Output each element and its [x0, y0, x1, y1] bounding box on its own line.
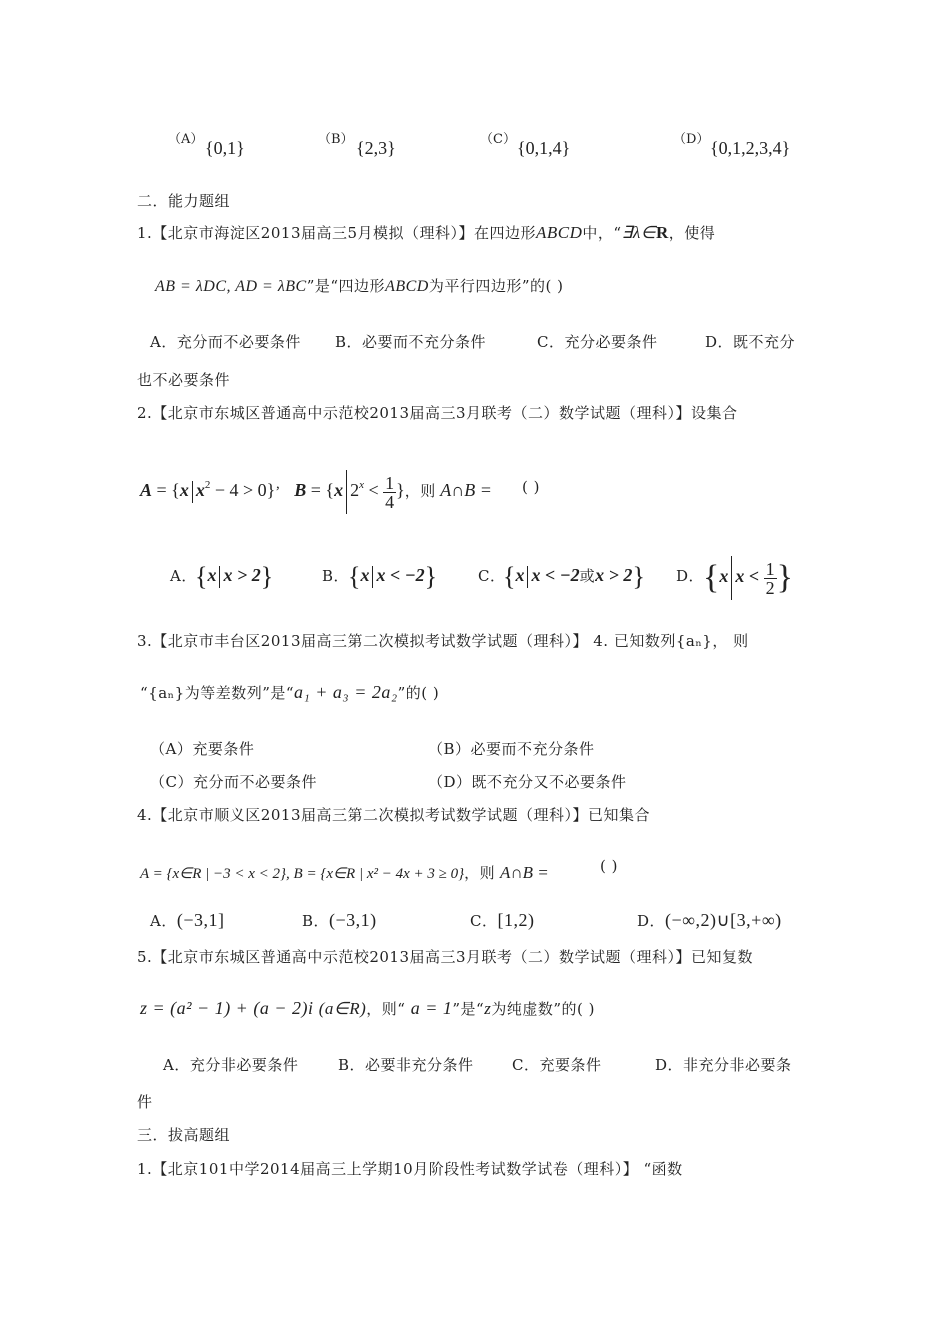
q4-option-d: D．(−∞,2)∪[3,+∞)	[637, 910, 782, 930]
q3-option-c: （C）充分而不必要条件	[150, 773, 317, 791]
q2-option-b: {x x < −2}	[348, 562, 438, 591]
q4-option-b: B．(−3,1)	[302, 910, 377, 930]
q2-option-d-label: D．	[676, 567, 705, 585]
option-a-label: （A）	[168, 132, 204, 147]
question-6-title: 1.【北京101中学2014届高三上学期10月阶段性考试数学试卷（理科）】 “函数	[137, 1160, 683, 1178]
q1-option-b: B．必要而不充分条件	[335, 333, 487, 351]
question-2-sets: A = {x $x^2 - 4 > 0$}’ B = {x $2^x$ < $\frac{1}{4}$ }，则 A∩B =	[140, 470, 492, 514]
q2-option-c: {x x < −2或x > 2}	[503, 562, 645, 591]
q3-option-b: （B）必要而不充分条件	[428, 740, 595, 758]
option-b-set: {2,3}	[356, 138, 396, 158]
q3-option-d: （D）既不充分又不必要条件	[428, 773, 627, 791]
q5-option-d-cont: 件	[137, 1093, 153, 1111]
question-1-title: 1.【北京市海淀区2013届高三5月模拟（理科）】在四边形ABCD中，“∃λ∈R，使得	[137, 223, 716, 242]
q4-option-c: C．[1,2)	[470, 910, 535, 930]
q2-option-b-label: B．	[322, 567, 350, 585]
option-c-set: {0,1,4}	[517, 138, 571, 158]
q2-option-a-label: A．	[170, 567, 197, 585]
q2-option-c-label: C．	[478, 567, 506, 585]
question-5-condition: z = (a² − 1) + (a − 2)i (a∈R)，则“ a = 1”是“z为纯虚数”的( )	[140, 998, 595, 1018]
q2-option-a: {x x > 2}	[195, 562, 274, 591]
option-d-set: {0,1,2,3,4}	[710, 138, 791, 158]
q5-option-b: B．必要非充分条件	[338, 1056, 474, 1074]
q1-option-d-cont: 也不必要条件	[137, 371, 231, 389]
question-1-condition: AB = λDC, AD = λBC”是“四边形ABCD为平行四边形”的( )	[155, 277, 564, 295]
option-a-set: {0,1}	[205, 138, 245, 158]
section-title-3: 三．拔高题组	[137, 1126, 231, 1144]
option-b-label: （B）	[318, 132, 354, 147]
section-title: 二．能力题组	[137, 192, 231, 210]
q4-option-a: A．(−3,1]	[150, 910, 225, 930]
q5-option-a: A．充分非必要条件	[163, 1056, 299, 1074]
option-d-label: （D）	[673, 132, 710, 147]
q5-option-d: D．非充分非必要条	[655, 1056, 792, 1074]
q1-option-a: A．充分而不必要条件	[150, 333, 301, 351]
q2-answer-paren: ( )	[522, 478, 540, 496]
question-2-title: 2.【北京市东城区普通高中示范校2013届高三3月联考（二）数学试题（理科）】设集合	[137, 404, 738, 422]
q3-option-a: （A）充要条件	[150, 740, 255, 758]
question-3-title: 3.【北京市丰台区2013届高三第二次模拟考试数学试题（理科）】 4. 已知数列{aₙ}， 则	[137, 632, 749, 650]
q5-option-c: C．充要条件	[512, 1056, 602, 1074]
q1-option-c: C．充分必要条件	[537, 333, 658, 351]
question-4-title: 4.【北京市顺义区2013届高三第二次模拟考试数学试题（理科）】已知集合	[137, 806, 650, 824]
question-3-condition: “{aₙ}为等差数列”是“a₁ + a₃ = 2a₂”的( )	[140, 682, 440, 702]
q4-answer-paren: ( )	[600, 857, 618, 875]
q2-option-d: {x x < $\frac{1}{2}$ }	[703, 556, 793, 600]
question-5-title: 5.【北京市东城区普通高中示范校2013届高三3月联考（二）数学试题（理科）】已知复数	[137, 948, 754, 966]
q1-option-d: D．既不充分	[705, 333, 796, 351]
question-4-sets: A = {x∈R | −3 < x < 2}, B = {x∈R | x² − 4x + 3 ≥ 0}，则 A∩B =	[140, 863, 549, 882]
option-c-label: （C）	[480, 132, 516, 147]
